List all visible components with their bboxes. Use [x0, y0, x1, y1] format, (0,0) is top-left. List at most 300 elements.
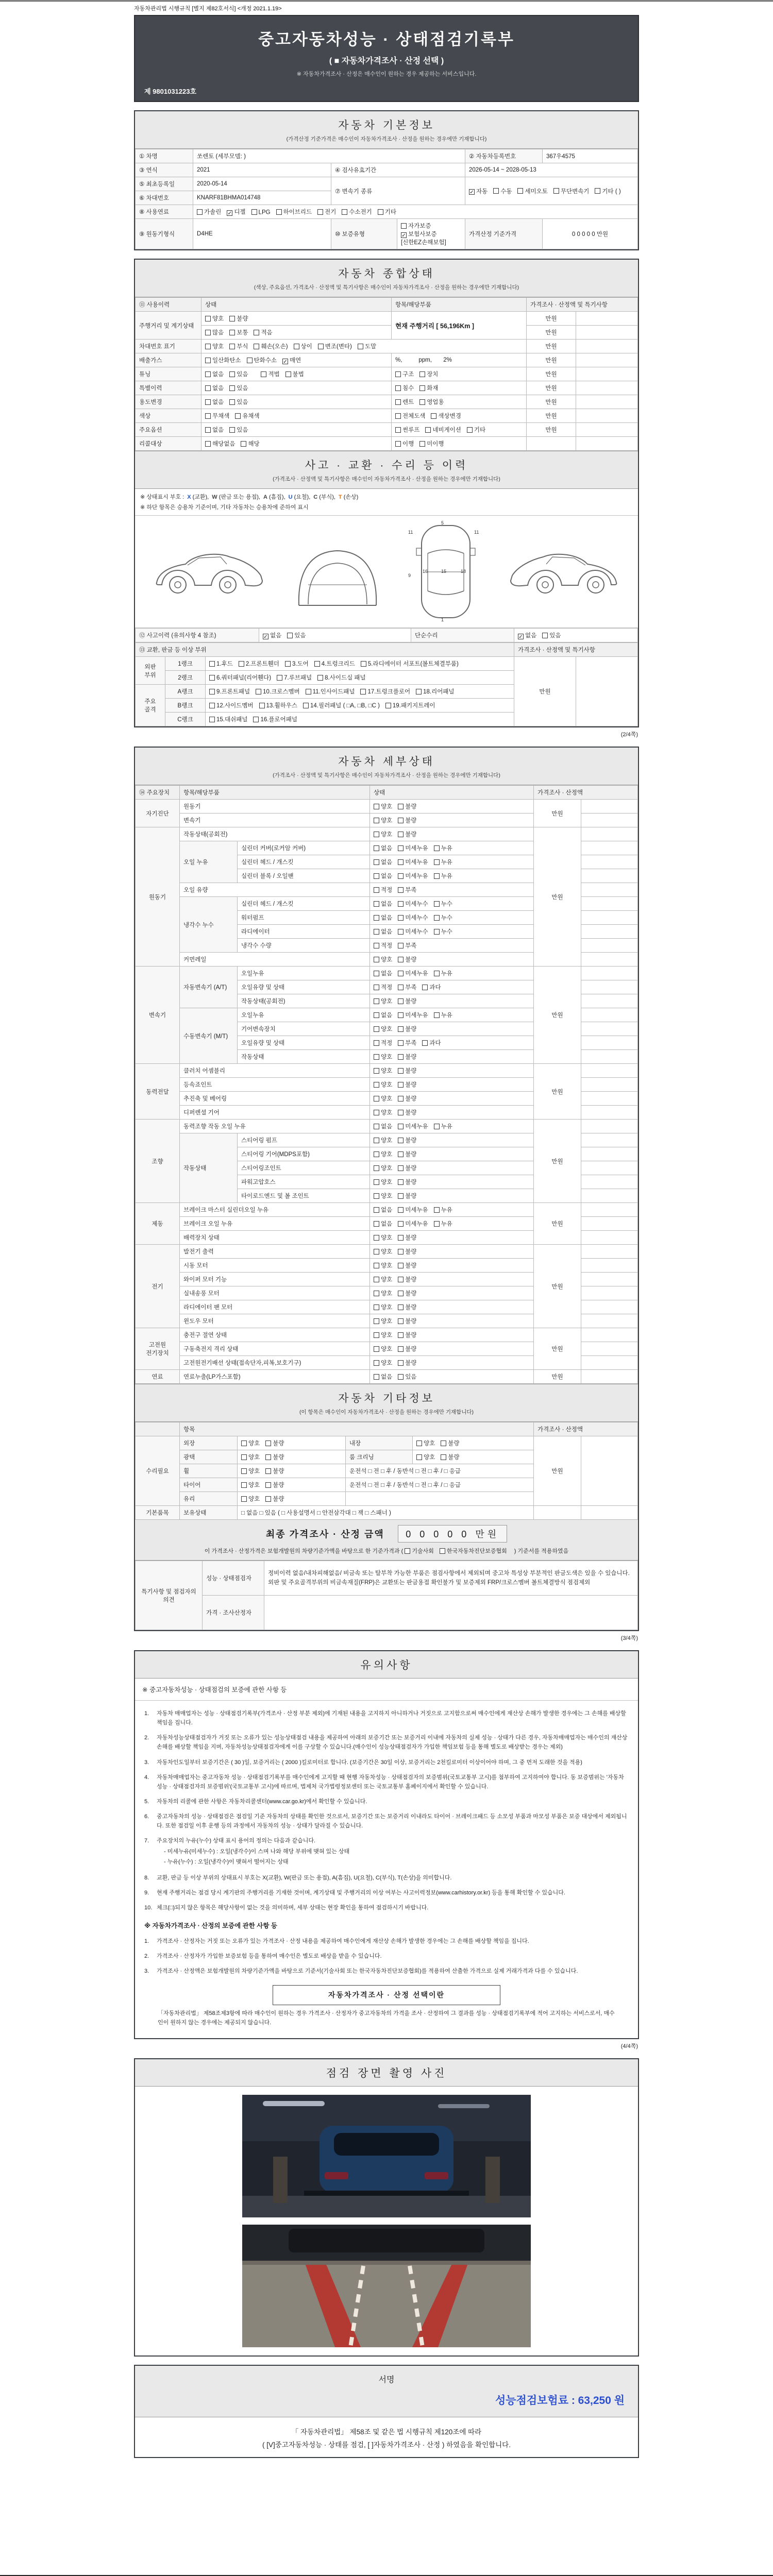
detail-state: [369, 939, 533, 953]
checkbox-LPG[interactable]: LPG: [251, 209, 271, 216]
checkbox-group: [374, 1039, 447, 1047]
notice-item-number: 2.: [144, 1953, 149, 1960]
checkbox-15.대쉬패널[interactable]: 15.대쉬패널: [209, 715, 247, 723]
checkbox-미세누유[interactable]: 미세누유: [398, 969, 428, 977]
checkbox-있음[interactable]: 있음: [287, 631, 306, 639]
basic-info-section: [134, 110, 639, 250]
checkbox-있음[interactable]: 있음: [542, 631, 561, 639]
checkbox-부족[interactable]: 부족: [398, 983, 416, 991]
checkbox-불량[interactable]: 불량: [398, 1261, 416, 1269]
checkbox-box: [374, 1360, 379, 1366]
status-code-legend: [135, 489, 638, 502]
checkbox-있음[interactable]: 있음: [398, 1372, 416, 1381]
checkbox-불량[interactable]: 불량: [398, 1066, 416, 1075]
checkbox-box: [398, 929, 404, 935]
checkbox-양호[interactable]: 양호: [374, 1066, 392, 1075]
checkbox-box: [256, 689, 261, 694]
checkbox-없음[interactable]: 없음: [374, 1122, 392, 1130]
detail-state: [369, 1008, 533, 1022]
checkbox-불량[interactable]: 불량: [398, 1178, 416, 1186]
comp-header-state: 상태: [201, 298, 392, 312]
checkbox-불량[interactable]: 불량: [441, 1453, 459, 1461]
checkbox-기타[interactable]: 기타: [467, 426, 485, 434]
status-code-desc: (손상): [342, 494, 359, 500]
checkbox-변조(변타)[interactable]: 변조(변타): [318, 342, 352, 350]
checkbox-침수[interactable]: 침수: [395, 384, 414, 392]
checkbox-불량[interactable]: 불량: [398, 955, 416, 963]
checkbox-훼손(오손)[interactable]: 훼손(오손): [254, 342, 288, 350]
checkbox-없음[interactable]: 없음: [374, 1206, 392, 1214]
detail-note: [581, 967, 637, 980]
checkbox-box: [374, 1179, 379, 1185]
checkbox-양호[interactable]: 양호: [205, 342, 224, 350]
checkbox-구조[interactable]: 구조: [395, 370, 414, 378]
checkbox-불량[interactable]: 불량: [229, 314, 248, 323]
checkbox-렌트[interactable]: 렌트: [395, 398, 414, 406]
checkbox-box: [241, 441, 246, 447]
checkbox-box: [374, 1068, 379, 1074]
checkbox-네비게이션[interactable]: 네비게이션: [425, 426, 461, 434]
accident-history-label: ⑫ 사고이력 (유의사항 4 참조): [136, 629, 259, 642]
checkbox-8.사이드실 패널[interactable]: 8.사이드실 패널: [317, 673, 365, 682]
checkbox-양호[interactable]: 양호: [374, 997, 392, 1005]
checkbox-양호[interactable]: 양호: [374, 1345, 392, 1353]
checkbox-적정[interactable]: 적정: [374, 983, 392, 991]
checkbox-기타 ( )[interactable]: 기타 ( ): [595, 187, 620, 195]
checkbox-누유[interactable]: 누유: [434, 872, 452, 880]
checkbox-없음[interactable]: ✓ 없음: [518, 633, 537, 640]
diagram-number-9: 9: [408, 573, 411, 578]
checkbox-box: [398, 859, 404, 865]
checkbox-자가보증[interactable]: 자가보증: [401, 222, 431, 230]
notices-section: [134, 1650, 639, 2039]
checkbox-전기[interactable]: 전기: [317, 208, 336, 216]
checkbox-양호[interactable]: 양호: [241, 1467, 260, 1475]
checkbox-13.휠하우스[interactable]: 13.휠하우스: [259, 701, 297, 709]
notice-item-number: 10.: [144, 1905, 153, 1911]
checkbox-보통[interactable]: 보통: [229, 328, 248, 336]
subgroup-작동상태: 작동상태: [180, 1133, 238, 1203]
checkbox-양호[interactable]: 양호: [374, 1150, 392, 1158]
detail-note: [581, 1286, 637, 1300]
signature-label: 서명: [378, 2375, 395, 2384]
checkbox-불량[interactable]: 불량: [398, 1289, 416, 1297]
checkbox-적음[interactable]: 적음: [254, 328, 272, 336]
misc-band: [135, 1384, 638, 1422]
checkbox-group: [374, 1025, 422, 1033]
comp-price: 만원: [526, 340, 576, 353]
checkbox-도말[interactable]: 도말: [358, 342, 376, 350]
checkbox-양호[interactable]: 양호: [374, 1164, 392, 1172]
checkbox-19.패키지트레이[interactable]: 19.패키지트레이: [385, 701, 435, 709]
checkbox-이행[interactable]: 이행: [395, 439, 414, 448]
checkbox-누수[interactable]: 누수: [434, 900, 452, 908]
checkbox-탄화수소[interactable]: 탄화수소: [247, 356, 277, 364]
checkbox-없음[interactable]: 없음: [374, 969, 392, 977]
checkbox-불량[interactable]: 불량: [265, 1453, 284, 1461]
checkbox-10.크로스멤버[interactable]: 10.크로스멤버: [256, 687, 300, 696]
simple-repair-label: 단순수리: [411, 629, 514, 642]
checkbox-양호[interactable]: 양호: [374, 1025, 392, 1033]
detail-item: 스티어링 펌프: [238, 1133, 370, 1147]
checkbox-group: [374, 886, 422, 894]
comp-label-튜닝: 튜닝: [136, 367, 201, 381]
checkbox-box: [229, 427, 235, 433]
checkbox-6.쿼터패널(리어휀다)[interactable]: 6.쿼터패널(리어휀다): [209, 673, 271, 682]
checkbox-box: [385, 703, 391, 708]
checkbox-17.트렁크플로어[interactable]: 17.트렁크플로어: [360, 687, 410, 696]
checkbox-불량[interactable]: 불량: [265, 1481, 284, 1489]
checkbox-한국자동차진단보증협회[interactable]: 한국자동차진단보증협회: [440, 1547, 507, 1555]
checkbox-box: [542, 633, 548, 638]
checkbox-box: [374, 901, 379, 907]
checkbox-누수[interactable]: 누수: [434, 927, 452, 936]
checkbox-box: [441, 1454, 446, 1460]
checkbox-부족[interactable]: 부족: [398, 941, 416, 950]
checkbox-자동[interactable]: ✓ 자동: [469, 188, 488, 195]
checkbox-없음[interactable]: 없음: [374, 844, 392, 852]
checkbox-수동[interactable]: 수동: [493, 187, 512, 195]
checkbox-box: [398, 1207, 404, 1213]
misc-price: 만원: [533, 1436, 581, 1506]
checkbox-불량[interactable]: 불량: [398, 1150, 416, 1158]
checkbox-전체도색[interactable]: 전체도색: [395, 412, 425, 420]
checkbox-양호[interactable]: 양호: [416, 1453, 435, 1461]
checkbox-누유[interactable]: 누유: [434, 1206, 452, 1214]
checkbox-화재[interactable]: 화재: [419, 384, 438, 392]
checkbox-없음[interactable]: 없음: [205, 384, 224, 392]
checkbox-적정[interactable]: 적정: [374, 1039, 392, 1047]
checkbox-누유[interactable]: 누유: [434, 858, 452, 866]
checkbox-양호[interactable]: 양호: [374, 1053, 392, 1061]
diagram-number-15: 15: [441, 569, 447, 574]
checkbox-14.필러패널 ( □A, □B, □C )[interactable]: 14.필러패널 ( □A, □B, □C ): [303, 701, 380, 709]
detail-item: 브레이크 마스터 실린더오일 누유: [180, 1203, 370, 1217]
checkbox-미세누유[interactable]: 미세누유: [398, 1011, 428, 1019]
checkbox-양호[interactable]: 양호: [374, 1359, 392, 1367]
detail-state: [369, 1120, 533, 1133]
checkbox-미세누유[interactable]: 미세누유: [398, 1206, 428, 1214]
checkbox-불량[interactable]: 불량: [398, 1192, 416, 1200]
car-damage-diagrams: [135, 516, 638, 628]
accident-history-row: [135, 628, 638, 642]
checkbox-불량[interactable]: 불량: [398, 816, 416, 824]
checkbox-양호[interactable]: 양호: [374, 802, 392, 810]
checkbox-적정[interactable]: 적정: [374, 886, 392, 894]
detail-state: [369, 1273, 533, 1286]
checkbox-누유[interactable]: 누유: [434, 1219, 452, 1228]
checkbox-적법[interactable]: 적법: [261, 370, 279, 378]
checkbox-없음[interactable]: 없음: [374, 872, 392, 880]
checkbox-일산화탄소[interactable]: 일산화탄소: [205, 356, 241, 364]
fuel-label: ⑧ 사용연료: [136, 205, 193, 219]
checkbox-box: [374, 998, 379, 1004]
first-reg-label: ⑤ 최초등록일: [136, 177, 193, 191]
detail-note: [581, 1217, 637, 1231]
checkbox-없음[interactable]: 없음: [374, 1011, 392, 1019]
checkbox-양호[interactable]: 양호: [241, 1439, 260, 1447]
checkbox-양호[interactable]: 양호: [374, 830, 392, 838]
checkbox-불량[interactable]: 불량: [398, 1136, 416, 1144]
checkbox-box: [197, 209, 203, 215]
checkbox-box: [205, 358, 211, 363]
checkbox-없음[interactable]: 없음: [374, 900, 392, 908]
checkbox-불량[interactable]: 불량: [441, 1439, 459, 1447]
detail-item: 라디에이터 팬 모터: [180, 1300, 370, 1314]
checkbox-불량[interactable]: 불량: [398, 1108, 416, 1116]
checkbox-미세누유[interactable]: 미세누유: [398, 872, 428, 880]
checkbox-유채색[interactable]: 유채색: [235, 412, 259, 420]
checkbox-box: [416, 689, 422, 694]
checkbox-양호[interactable]: 양호: [374, 1108, 392, 1116]
checkbox-box: [434, 1012, 440, 1018]
detail-item: 브레이크 오일 누유: [180, 1217, 370, 1231]
checkbox-누유[interactable]: 누유: [434, 969, 452, 977]
checkbox-box: [265, 1482, 271, 1488]
checkbox-없음[interactable]: 없음: [205, 370, 224, 378]
checkbox-있음[interactable]: 있음: [229, 384, 248, 392]
comp-state: [201, 367, 392, 381]
checkbox-box: [374, 1332, 379, 1338]
checkbox-12.사이드멤버[interactable]: 12.사이드멤버: [209, 701, 254, 709]
detail-state-table: [135, 785, 638, 1384]
checkbox-기술사회[interactable]: 기술사회: [405, 1547, 434, 1555]
exchange-price-header: 가격조사 · 산정액 및 특기사항: [514, 643, 637, 657]
checkbox-box: [303, 703, 309, 708]
checkbox-미세누수[interactable]: 미세누수: [398, 927, 428, 936]
checkbox-9.프론트패널[interactable]: 9.프론트패널: [209, 687, 250, 696]
detail-price: 만원: [533, 967, 581, 1064]
misc-group-repair: 수리필요: [136, 1436, 180, 1506]
checkbox-box: [395, 385, 401, 391]
misc-checks: [413, 1436, 534, 1450]
checkbox-양호[interactable]: 양호: [241, 1481, 260, 1489]
status-code-desc: (흠집),: [267, 494, 285, 500]
base-price-label: 가격산정 기준가격: [465, 219, 543, 249]
checkbox-18.리어패널[interactable]: 18.리어패널: [416, 687, 454, 696]
checkbox-장치[interactable]: 장치: [419, 370, 438, 378]
checkbox-불량[interactable]: 불량: [398, 1317, 416, 1325]
checkbox-과다[interactable]: 과다: [422, 983, 441, 991]
checkbox-상이[interactable]: 상이: [294, 342, 312, 350]
detail-note: [581, 1022, 637, 1036]
checkbox-불량[interactable]: 불량: [398, 1025, 416, 1033]
checkbox-양호[interactable]: 양호: [374, 1136, 392, 1144]
checkbox-없음[interactable]: 없음: [374, 913, 392, 922]
checkbox-group: [374, 1150, 422, 1158]
checkbox-미세누수[interactable]: 미세누수: [398, 900, 428, 908]
detail-item: 실린더 헤드 / 개스킷: [238, 897, 370, 911]
checkbox-누유[interactable]: 누유: [434, 1122, 452, 1130]
checkbox-box: [277, 675, 282, 681]
checkbox-불량[interactable]: 불량: [398, 1080, 416, 1089]
notices-title: 유의사항: [360, 1659, 413, 1671]
checkbox-양호[interactable]: 양호: [374, 1080, 392, 1089]
checkbox-4.트렁크리드[interactable]: 4.트렁크리드: [314, 659, 355, 668]
comp-state: [201, 423, 392, 437]
checkbox-미세누유[interactable]: 미세누유: [398, 1219, 428, 1228]
checkbox-수소전기[interactable]: 수소전기: [342, 208, 372, 216]
checkbox-불량[interactable]: 불량: [398, 1233, 416, 1242]
checkbox-양호[interactable]: 양호: [374, 955, 392, 963]
checkbox-group: [374, 1011, 458, 1019]
checkbox-양호[interactable]: 양호: [374, 1192, 392, 1200]
device-연료: 연료: [136, 1370, 180, 1384]
checkbox-양호[interactable]: 양호: [374, 1331, 392, 1339]
car-side-left-diagram: [149, 533, 268, 611]
checkbox-양호[interactable]: 양호: [416, 1439, 435, 1447]
checkbox-불량[interactable]: 불량: [398, 1275, 416, 1283]
checkbox-적정[interactable]: 적정: [374, 941, 392, 950]
checkbox-미세누유[interactable]: 미세누유: [398, 844, 428, 852]
detail-note: [581, 994, 637, 1008]
checkbox-불량[interactable]: 불량: [398, 997, 416, 1005]
checkbox-세미오토[interactable]: 세미오토: [517, 187, 547, 195]
detail-note: [581, 1342, 637, 1356]
checkbox-해당[interactable]: 해당: [241, 439, 259, 448]
checkbox-불량[interactable]: 불량: [398, 1303, 416, 1311]
misc-group-basic: 기본품목: [136, 1506, 180, 1520]
checkbox-불량[interactable]: 불량: [265, 1467, 284, 1475]
checkbox-부족[interactable]: 부족: [398, 886, 416, 894]
checkbox-무채색[interactable]: 무채색: [205, 412, 229, 420]
checkbox-누수[interactable]: 누수: [434, 913, 452, 922]
checkbox-미이행[interactable]: 미이행: [419, 439, 444, 448]
checkbox-양호[interactable]: 양호: [241, 1453, 260, 1461]
checkbox-없음[interactable]: 없음: [374, 858, 392, 866]
checkbox-과다[interactable]: 과다: [422, 1039, 441, 1047]
checkbox-하이브리드[interactable]: 하이브리드: [276, 208, 312, 216]
checkbox-없음[interactable]: 없음: [374, 927, 392, 936]
checkbox-불량[interactable]: 불량: [398, 802, 416, 810]
checkbox-양호[interactable]: 양호: [205, 314, 224, 323]
checkbox-2.프론트휀더[interactable]: 2.프론트휀더: [239, 659, 279, 668]
checkbox-많음[interactable]: 많음: [205, 328, 224, 336]
checkbox-불량[interactable]: 불량: [398, 1247, 416, 1256]
detail-item: 냉각수 수량: [238, 939, 370, 953]
comp-note: [576, 340, 637, 353]
checkbox-누유[interactable]: 누유: [434, 1011, 452, 1019]
notice-item-1.: [144, 1937, 629, 1946]
detail-item: 실린더 헤드 / 개스킷: [238, 855, 370, 869]
checkbox-양호[interactable]: 양호: [374, 1303, 392, 1311]
opinion-label: 특기사항 및 점검자의 의견: [136, 1561, 203, 1630]
checkbox-group: [395, 426, 491, 434]
final-price-note: [139, 1547, 634, 1555]
checkbox-누유[interactable]: 누유: [434, 844, 452, 852]
checkbox-있음[interactable]: 있음: [229, 398, 248, 406]
checkbox-양호[interactable]: 양호: [374, 1247, 392, 1256]
checkbox-box: [374, 1165, 379, 1171]
checkbox-미세누유[interactable]: 미세누유: [398, 1122, 428, 1130]
checkbox-양호[interactable]: 양호: [374, 1275, 392, 1283]
checkbox-없음[interactable]: 없음: [374, 1219, 392, 1228]
subgroup-오일 누유: 오일 누유: [180, 841, 238, 883]
codes-prefix: ※ 상태표시 부호 :: [140, 494, 184, 500]
checkbox-양호[interactable]: 양호: [241, 1495, 260, 1503]
checkbox-불량[interactable]: 불량: [398, 1359, 416, 1367]
checkbox-있음[interactable]: 있음: [229, 370, 248, 378]
checkbox-무단변속기[interactable]: 무단변속기: [553, 187, 590, 195]
checkbox-양호[interactable]: 양호: [374, 1317, 392, 1325]
checkbox-box: [398, 1263, 404, 1268]
checkbox-미세누수[interactable]: 미세누수: [398, 913, 428, 922]
checkbox-양호[interactable]: 양호: [374, 1094, 392, 1103]
checkbox-box: [467, 427, 473, 433]
checkbox-3.도어[interactable]: 3.도어: [285, 659, 309, 668]
checkbox-box: [205, 413, 211, 419]
checkbox-양호[interactable]: 양호: [374, 1261, 392, 1269]
checkbox-없음[interactable]: ✓ 없음: [263, 633, 282, 640]
rank-items: [206, 671, 514, 685]
detail-state: [369, 897, 533, 911]
checkbox-없음[interactable]: 없음: [205, 426, 224, 434]
checkbox-부족[interactable]: 부족: [398, 1039, 416, 1047]
checkbox-디젤[interactable]: ✓ 디젤: [227, 209, 246, 216]
checkbox-불량[interactable]: 불량: [398, 1331, 416, 1339]
checkbox-양호[interactable]: 양호: [374, 1178, 392, 1186]
checkbox-box: [342, 209, 347, 215]
accident-history-checks: [259, 629, 411, 642]
checkbox-불량[interactable]: 불량: [398, 1053, 416, 1061]
detail-note: [581, 1189, 637, 1203]
checkbox-양호[interactable]: 양호: [374, 1289, 392, 1297]
checkbox-box: [247, 358, 253, 363]
checkbox-불량[interactable]: 불량: [398, 1345, 416, 1353]
photos-section: [134, 2058, 639, 2357]
checkbox-group: [205, 328, 278, 336]
detail-item: 기어변속장치: [238, 1022, 370, 1036]
notices-block1-title: ※ 중고자동차성능 · 상태점검의 보증에 관한 사항 등: [135, 1679, 638, 1701]
checkbox-영업용[interactable]: 영업용: [419, 398, 444, 406]
checkbox-box: [253, 717, 259, 722]
checkbox-양호[interactable]: 양호: [374, 1233, 392, 1242]
checkbox-불량[interactable]: 불량: [398, 830, 416, 838]
checkbox-가솔린[interactable]: 가솔린: [197, 208, 221, 216]
comp-state: [201, 437, 392, 451]
checkbox-7.루브패널[interactable]: 7.루브패널: [277, 673, 312, 682]
checkbox-11.인사이드패널[interactable]: 11.인사이드패널: [306, 687, 355, 696]
checkbox-매연[interactable]: ✓ 매연: [283, 358, 301, 365]
checkbox-없음[interactable]: 없음: [374, 1372, 392, 1381]
checkbox-썬루프[interactable]: 썬루프: [395, 426, 419, 434]
checkbox-있음[interactable]: 있음: [229, 426, 248, 434]
checkbox-box: [553, 188, 559, 194]
inspection-photo-rear: [242, 2095, 531, 2217]
checkbox-부식[interactable]: 부식: [229, 342, 248, 350]
checkbox-기타[interactable]: 기타: [378, 208, 396, 216]
comp-item: %, ppm, 2%: [391, 353, 526, 367]
checkbox-box: [398, 1193, 404, 1199]
checkbox-색상변경[interactable]: 색상변경: [431, 412, 461, 420]
checkbox-5.라디에이터 서포트(볼트체결부품)[interactable]: 5.라디에이터 서포트(볼트체결부품): [361, 659, 459, 668]
checkbox-없음[interactable]: 없음: [205, 398, 224, 406]
checkbox-보험사보증[interactable]: ✓ 보험사보증: [401, 231, 437, 239]
checkbox-불법[interactable]: 불법: [285, 370, 304, 378]
checkbox-불량[interactable]: 불량: [265, 1439, 284, 1447]
checkbox-불량[interactable]: 불량: [398, 1164, 416, 1172]
notice-item-6.: [144, 1812, 629, 1831]
checkbox-불량[interactable]: 불량: [265, 1495, 284, 1503]
checkbox-양호[interactable]: 양호: [374, 816, 392, 824]
checkbox-해당없음[interactable]: 해당없음: [205, 439, 235, 448]
checkbox-1.후드[interactable]: 1.후드: [209, 659, 233, 668]
checkbox-불량[interactable]: 불량: [398, 1094, 416, 1103]
checkbox-미세누유[interactable]: 미세누유: [398, 858, 428, 866]
comp-label-색상: 색상: [136, 409, 201, 423]
detail-state: [369, 1022, 533, 1036]
checkbox-16.플로어패널[interactable]: 16.플로어패널: [253, 715, 297, 723]
